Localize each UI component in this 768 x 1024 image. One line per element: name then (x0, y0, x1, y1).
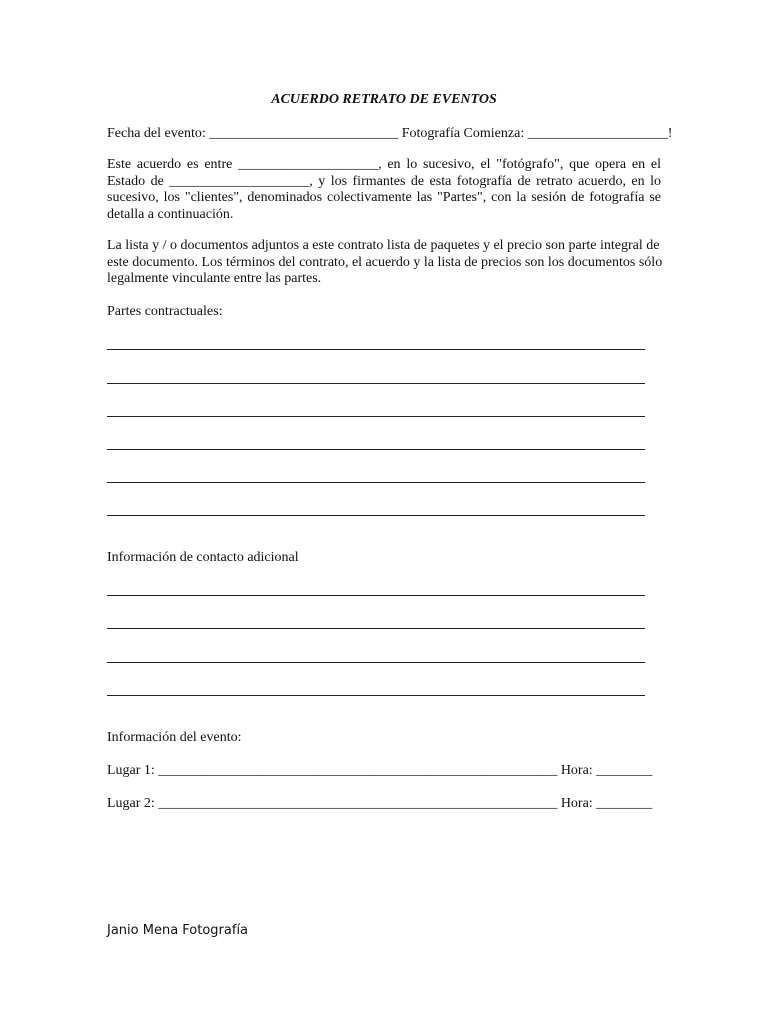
party-line-4[interactable] (107, 449, 645, 450)
contact-line-3[interactable] (107, 662, 645, 663)
price-list-line: La lista y / o documentos adjuntos a este contrato lista de paquetes y el precio son parte integral de (107, 238, 660, 253)
intro-line: sucesivo, los "clientes", denominados colectivamente las "Partes", con la sesión de fotografía se (107, 190, 661, 205)
party-line-5[interactable] (107, 482, 645, 483)
intro-paragraph (107, 157, 661, 223)
price-list-line: este documento. Los términos del contrato, el acuerdo y la lista de precios son los documentos sólo (107, 254, 663, 270)
place-1-line: Lugar 1: _________________________________________________________ Hora: ________ (107, 763, 653, 778)
event-heading: Información del evento: (107, 730, 242, 745)
party-line-1[interactable] (107, 349, 645, 350)
parties-heading: Partes contractuales: (107, 304, 223, 319)
document-title: ACUERDO RETRATO DE EVENTOS (271, 92, 497, 107)
date-line: Fecha del evento: ___________________________ Fotografía Comienza: ____________________! (107, 126, 673, 141)
party-line-6[interactable] (107, 515, 645, 516)
intro-line: Estado de ____________________, y los firmantes de esta fotografía de retrato acuerdo, en lo (107, 173, 661, 189)
contact-line-1[interactable] (107, 595, 645, 596)
intro-line: Este acuerdo es entre ____________________, en lo sucesivo, el "fotógrafo", que opera en el (107, 157, 661, 172)
price-list-paragraph (107, 238, 661, 288)
contact-heading: Información de contacto adicional (107, 550, 299, 565)
party-line-3[interactable] (107, 416, 645, 417)
party-line-2[interactable] (107, 383, 645, 384)
place-2-line: Lugar 2: _________________________________________________________ Hora: ________ (107, 796, 653, 811)
contact-line-4[interactable] (107, 695, 645, 696)
footer-text: Janio Mena Fotografía (107, 923, 249, 938)
price-list-line: legalmente vinculante entre las partes. (107, 271, 322, 286)
contact-line-2[interactable] (107, 628, 645, 629)
intro-line: detalla a continuación. (107, 206, 234, 222)
